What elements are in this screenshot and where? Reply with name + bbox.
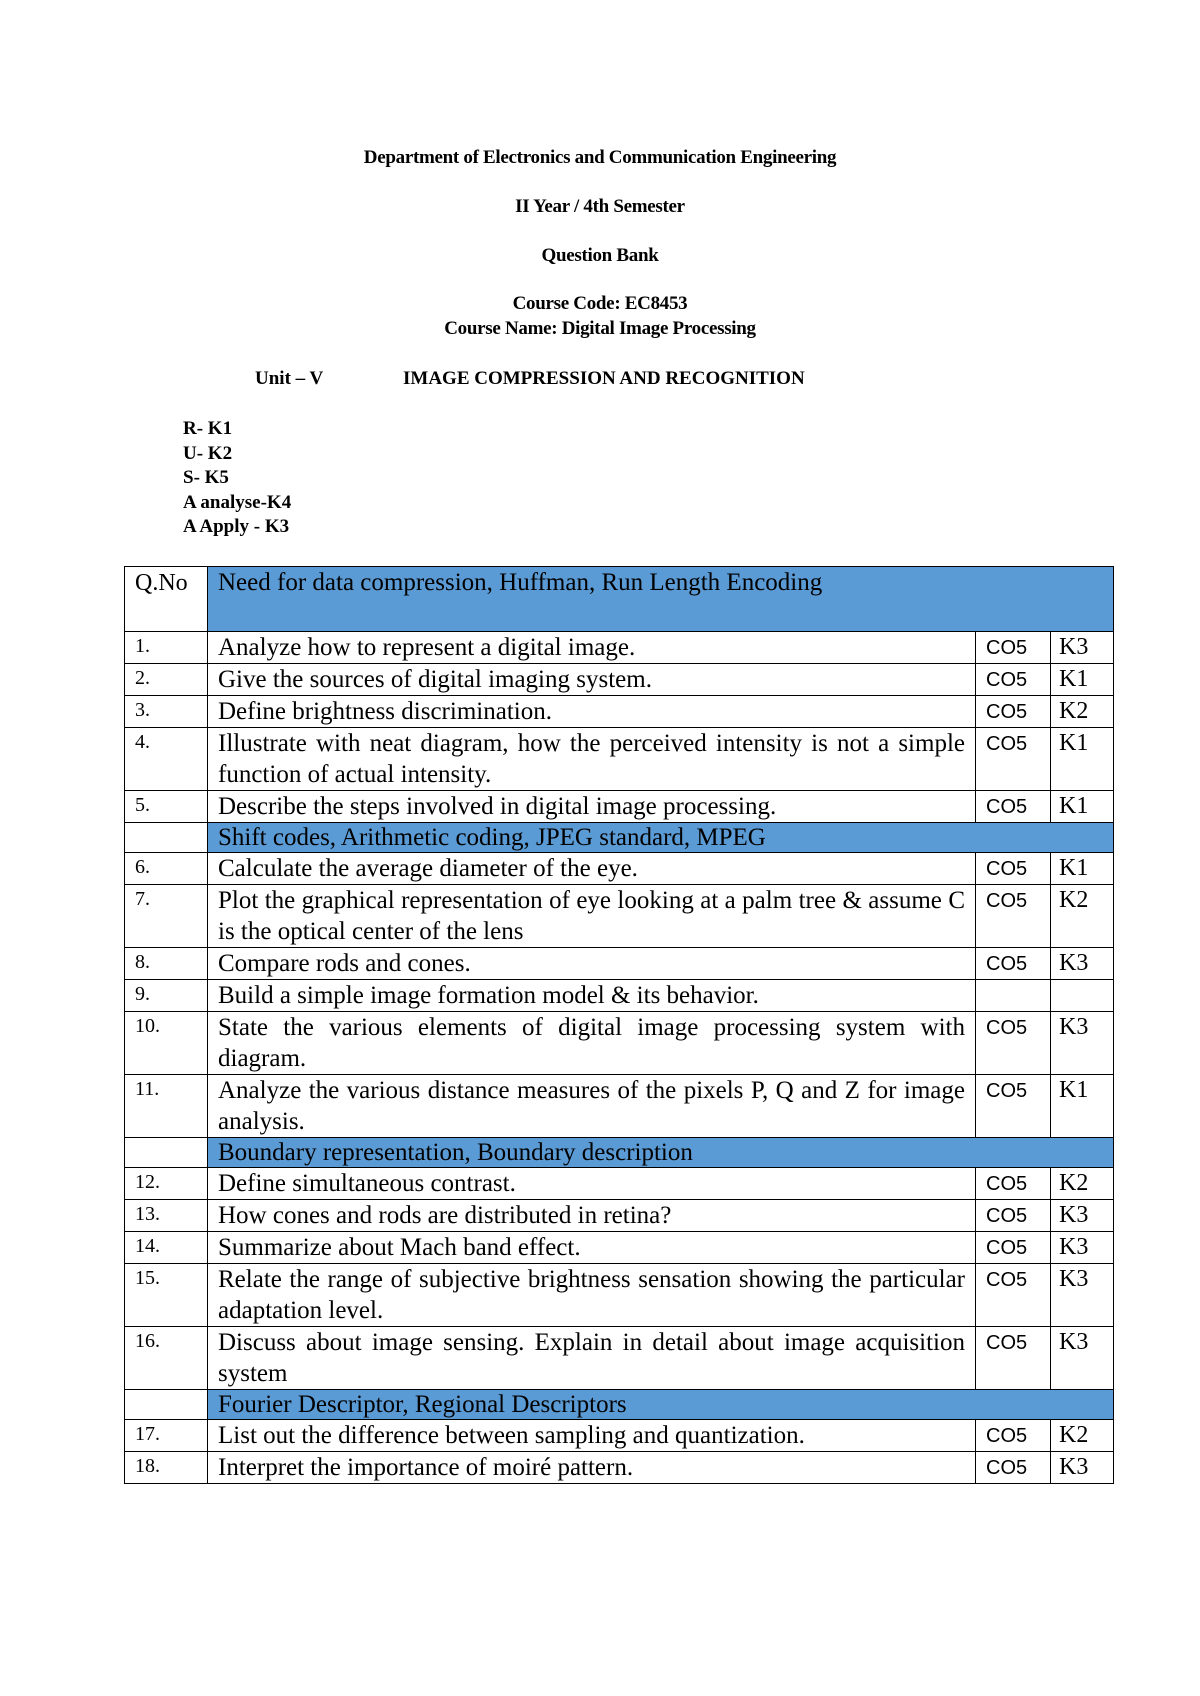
question-text: Summarize about Mach band effect.	[208, 1232, 976, 1264]
course-outcome: CO5	[976, 664, 1051, 696]
knowledge-level: K2	[1051, 885, 1114, 948]
unit-label: Unit – V	[255, 368, 324, 389]
table-row	[125, 1075, 1114, 1138]
question-text: Interpret the importance of moiré pattern.	[208, 1452, 976, 1484]
question-text: Give the sources of digital imaging system.	[208, 664, 976, 696]
course-outcome: CO5	[976, 1327, 1051, 1390]
legend-item: A analyse-K4	[183, 491, 292, 513]
knowledge-level: K3	[1051, 1232, 1114, 1264]
knowledge-level: K2	[1051, 696, 1114, 728]
knowledge-level: K2	[1051, 1168, 1114, 1200]
knowledge-level: K1	[1051, 791, 1114, 823]
knowledge-level: K3	[1051, 948, 1114, 980]
table-row	[125, 1168, 1114, 1200]
question-text: Calculate the average diameter of the eye.	[208, 853, 976, 885]
course-outcome: CO5	[976, 1232, 1051, 1264]
table-row	[125, 1200, 1114, 1232]
table-row	[125, 664, 1114, 696]
question-number: 17.	[125, 1420, 208, 1452]
question-text: Define brightness discrimination.	[208, 696, 976, 728]
table-row	[125, 1327, 1114, 1390]
knowledge-level: K3	[1051, 1452, 1114, 1484]
knowledge-level: K1	[1051, 1075, 1114, 1138]
course-outcome: CO5	[976, 791, 1051, 823]
section-blank-cell	[125, 1138, 208, 1168]
knowledge-level: K3	[1051, 1012, 1114, 1075]
question-text: State the various elements of digital image processing system with diagram.	[208, 1012, 976, 1075]
question-number: 11.	[125, 1075, 208, 1138]
course-outcome: CO5	[976, 1420, 1051, 1452]
question-number: 16.	[125, 1327, 208, 1390]
section-heading: Shift codes, Arithmetic coding, JPEG standard, MPEG	[208, 823, 1114, 853]
legend-item: R- K1	[183, 418, 233, 439]
unit-title: IMAGE COMPRESSION AND RECOGNITION	[403, 368, 805, 389]
knowledge-level: K3	[1051, 1200, 1114, 1232]
question-text: Analyze how to represent a digital image.	[208, 632, 976, 664]
section-row	[125, 823, 1114, 853]
section-row	[125, 1138, 1114, 1168]
question-table	[124, 566, 1114, 1484]
table-row	[125, 632, 1114, 664]
knowledge-level: K3	[1051, 632, 1114, 664]
legend-item: A Apply - K3	[183, 516, 290, 537]
question-number: 1.	[125, 632, 208, 664]
knowledge-level: K1	[1051, 728, 1114, 791]
knowledge-level: K1	[1051, 853, 1114, 885]
question-number: 6.	[125, 853, 208, 885]
course-outcome: CO5	[976, 1200, 1051, 1232]
question-text: Illustrate with neat diagram, how the perceived intensity is not a simple function of actual intensity.	[208, 728, 976, 791]
question-number: 13.	[125, 1200, 208, 1232]
question-number: 10.	[125, 1012, 208, 1075]
section-heading: Boundary representation, Boundary description	[208, 1138, 1114, 1168]
course-outcome: CO5	[976, 948, 1051, 980]
course-outcome: CO5	[976, 696, 1051, 728]
question-number: 18.	[125, 1452, 208, 1484]
table-row	[125, 885, 1114, 948]
question-text: Describe the steps involved in digital image processing.	[208, 791, 976, 823]
course-outcome: CO5	[976, 853, 1051, 885]
question-text: Relate the range of subjective brightness sensation showing the particular adaptation level.	[208, 1264, 976, 1327]
course-outcome: CO5	[976, 1452, 1051, 1484]
year-semester: II Year / 4th Semester	[515, 196, 685, 217]
question-number: 7.	[125, 885, 208, 948]
section-heading: Fourier Descriptor, Regional Descriptors	[208, 1390, 1114, 1420]
knowledge-level: K2	[1051, 1420, 1114, 1452]
question-number: 14.	[125, 1232, 208, 1264]
table-row	[125, 1232, 1114, 1264]
question-number: 2.	[125, 664, 208, 696]
course-outcome: CO5	[976, 728, 1051, 791]
course-outcome: CO5	[976, 1264, 1051, 1327]
question-number: 9.	[125, 980, 208, 1012]
question-number: 5.	[125, 791, 208, 823]
table-row	[125, 980, 1114, 1012]
knowledge-level-legend	[183, 417, 291, 540]
question-text: List out the difference between sampling and quantization.	[208, 1420, 976, 1452]
question-text: How cones and rods are distributed in retina?	[208, 1200, 976, 1232]
question-number: 4.	[125, 728, 208, 791]
table-row	[125, 1264, 1114, 1327]
question-number: 3.	[125, 696, 208, 728]
question-number: 12.	[125, 1168, 208, 1200]
section-row	[125, 1390, 1114, 1420]
knowledge-level: K3	[1051, 1264, 1114, 1327]
legend-item: S- K5	[183, 467, 229, 488]
course-outcome: CO5	[976, 885, 1051, 948]
question-text: Compare rods and cones.	[208, 948, 976, 980]
section-blank-cell	[125, 823, 208, 853]
table-header-row	[125, 567, 1114, 632]
knowledge-level	[1051, 980, 1114, 1012]
table-row	[125, 948, 1114, 980]
course-name: Course Name: Digital Image Processing	[444, 318, 756, 339]
department-title: Department of Electronics and Communication Engineering	[363, 147, 837, 168]
section-heading: Need for data compression, Huffman, Run Length Encoding	[208, 567, 1114, 632]
question-text: Discuss about image sensing. Explain in detail about image acquisition system	[208, 1327, 976, 1390]
course-outcome: CO5	[976, 632, 1051, 664]
qno-column-header: Q.No	[125, 567, 208, 632]
table-row	[125, 728, 1114, 791]
document-type: Question Bank	[541, 245, 659, 266]
question-text: Analyze the various distance measures of the pixels P, Q and Z for image analysis.	[208, 1075, 976, 1138]
table-row	[125, 1012, 1114, 1075]
knowledge-level: K1	[1051, 664, 1114, 696]
table-row	[125, 1452, 1114, 1484]
knowledge-level: K3	[1051, 1327, 1114, 1390]
question-number: 8.	[125, 948, 208, 980]
table-row	[125, 791, 1114, 823]
question-text: Plot the graphical representation of eye looking at a palm tree & assume C is the optical center of the lens	[208, 885, 976, 948]
course-outcome: CO5	[976, 1168, 1051, 1200]
table-row	[125, 696, 1114, 728]
table-row	[125, 853, 1114, 885]
question-number: 15.	[125, 1264, 208, 1327]
course-outcome: CO5	[976, 1012, 1051, 1075]
course-code: Course Code: EC8453	[512, 293, 688, 314]
course-outcome	[976, 980, 1051, 1012]
section-blank-cell	[125, 1390, 208, 1420]
legend-item: U- K2	[183, 442, 233, 464]
course-outcome: CO5	[976, 1075, 1051, 1138]
question-text: Define simultaneous contrast.	[208, 1168, 976, 1200]
table-row	[125, 1420, 1114, 1452]
question-text: Build a simple image formation model & its behavior.	[208, 980, 976, 1012]
